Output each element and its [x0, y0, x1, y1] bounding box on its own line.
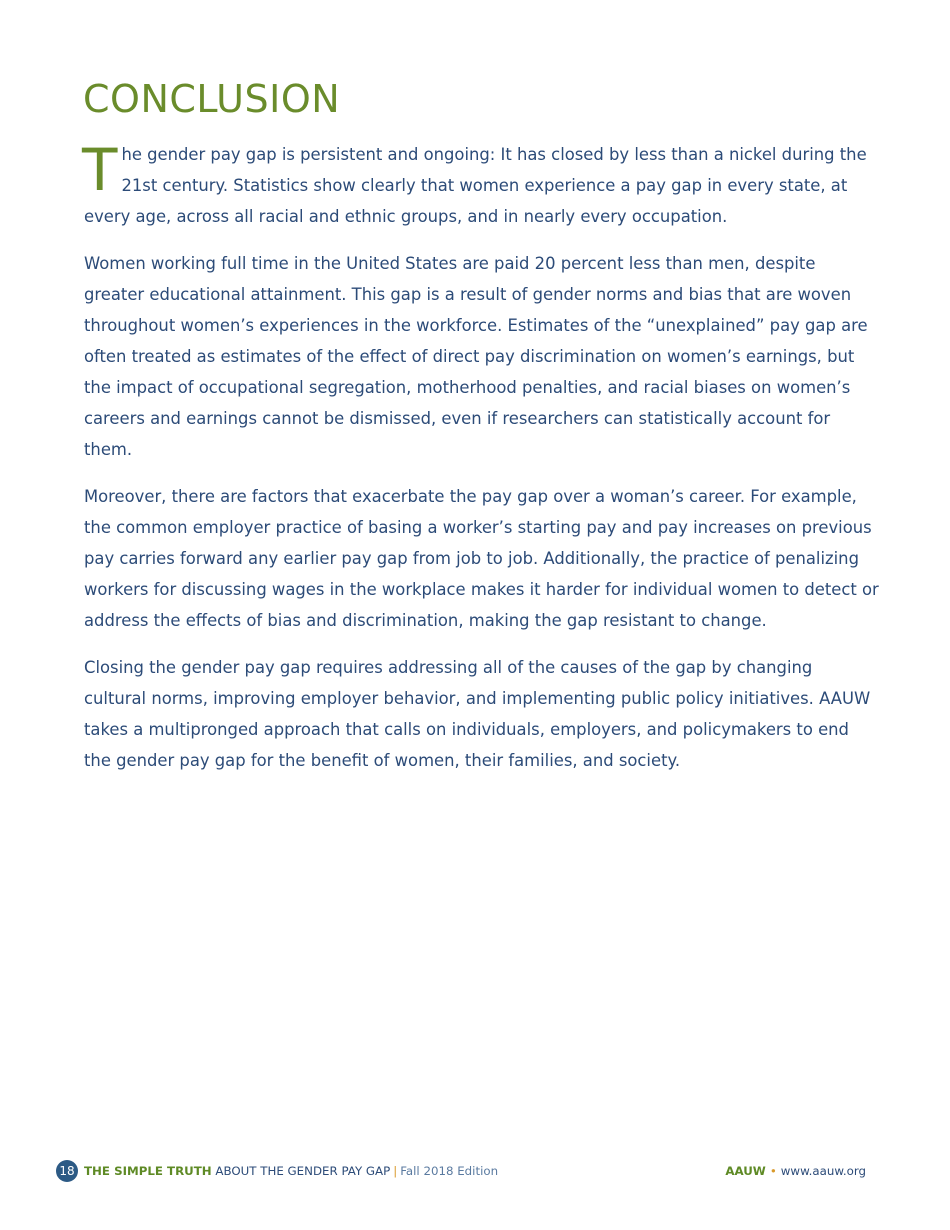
org-name: AAUW	[725, 1164, 766, 1178]
paragraph-1-text: he gender pay gap is persistent and ongoing: It has closed by less than a nickel during the 21st century. Statistics show clearly that women experience a pay gap in every state, at every age, across all racial and ethnic groups, and in nearly every occupation.	[84, 145, 867, 226]
footer-separator: |	[393, 1164, 398, 1178]
page-footer	[56, 1159, 866, 1183]
body-text	[82, 136, 879, 792]
report-title-bold: THE SIMPLE TRUTH	[84, 1164, 212, 1178]
edition-label: Fall 2018 Edition	[400, 1164, 499, 1178]
paragraph-4: Closing the gender pay gap requires addressing all of the causes of the gap by changing cultural norms, improving employer behavior, and implementing public policy initiatives. AAUW takes a multipronged approach that calls on individuals, employers, and policymakers to end the gender pay gap for the benefit of women, their families, and society.	[84, 658, 871, 770]
page-title: CONCLUSION	[83, 77, 341, 121]
drop-cap: T	[82, 136, 118, 204]
footer-right	[725, 1164, 866, 1178]
paragraph-2: Women working full time in the United States are paid 20 percent less than men, despite greater educational attainment. This gap is a result of gender norms and bias that are woven throughout women’s experiences in the workforce. Estimates of the “unexplained” pay gap are often treated as estimates of the effect of direct pay discrimination on women’s earnings, but the impact of occupational segregation, motherhood penalties, and racial biases on women’s careers and earnings cannot be dismissed, even if researchers can statistically account for them.	[84, 254, 868, 459]
paragraph-1	[82, 136, 879, 232]
website-link[interactable]: www.aauw.org	[780, 1164, 866, 1178]
footer-left	[56, 1160, 498, 1182]
paragraph-3: Moreover, there are factors that exacerbate the pay gap over a woman’s career. For example, the common employer practice of basing a worker’s starting pay and pay increases on previous pay carries forward any earlier pay gap from job to job. Additionally, the practice of penalizing workers for discussing wages in the workplace makes it harder for individual women to detect or address the effects of bias and discrimination, making the gap resistant to change.	[84, 487, 879, 630]
page-number-badge: 18	[56, 1160, 78, 1182]
report-title-rest: ABOUT THE GENDER PAY GAP	[211, 1164, 391, 1178]
footer-bullet: •	[769, 1164, 777, 1178]
